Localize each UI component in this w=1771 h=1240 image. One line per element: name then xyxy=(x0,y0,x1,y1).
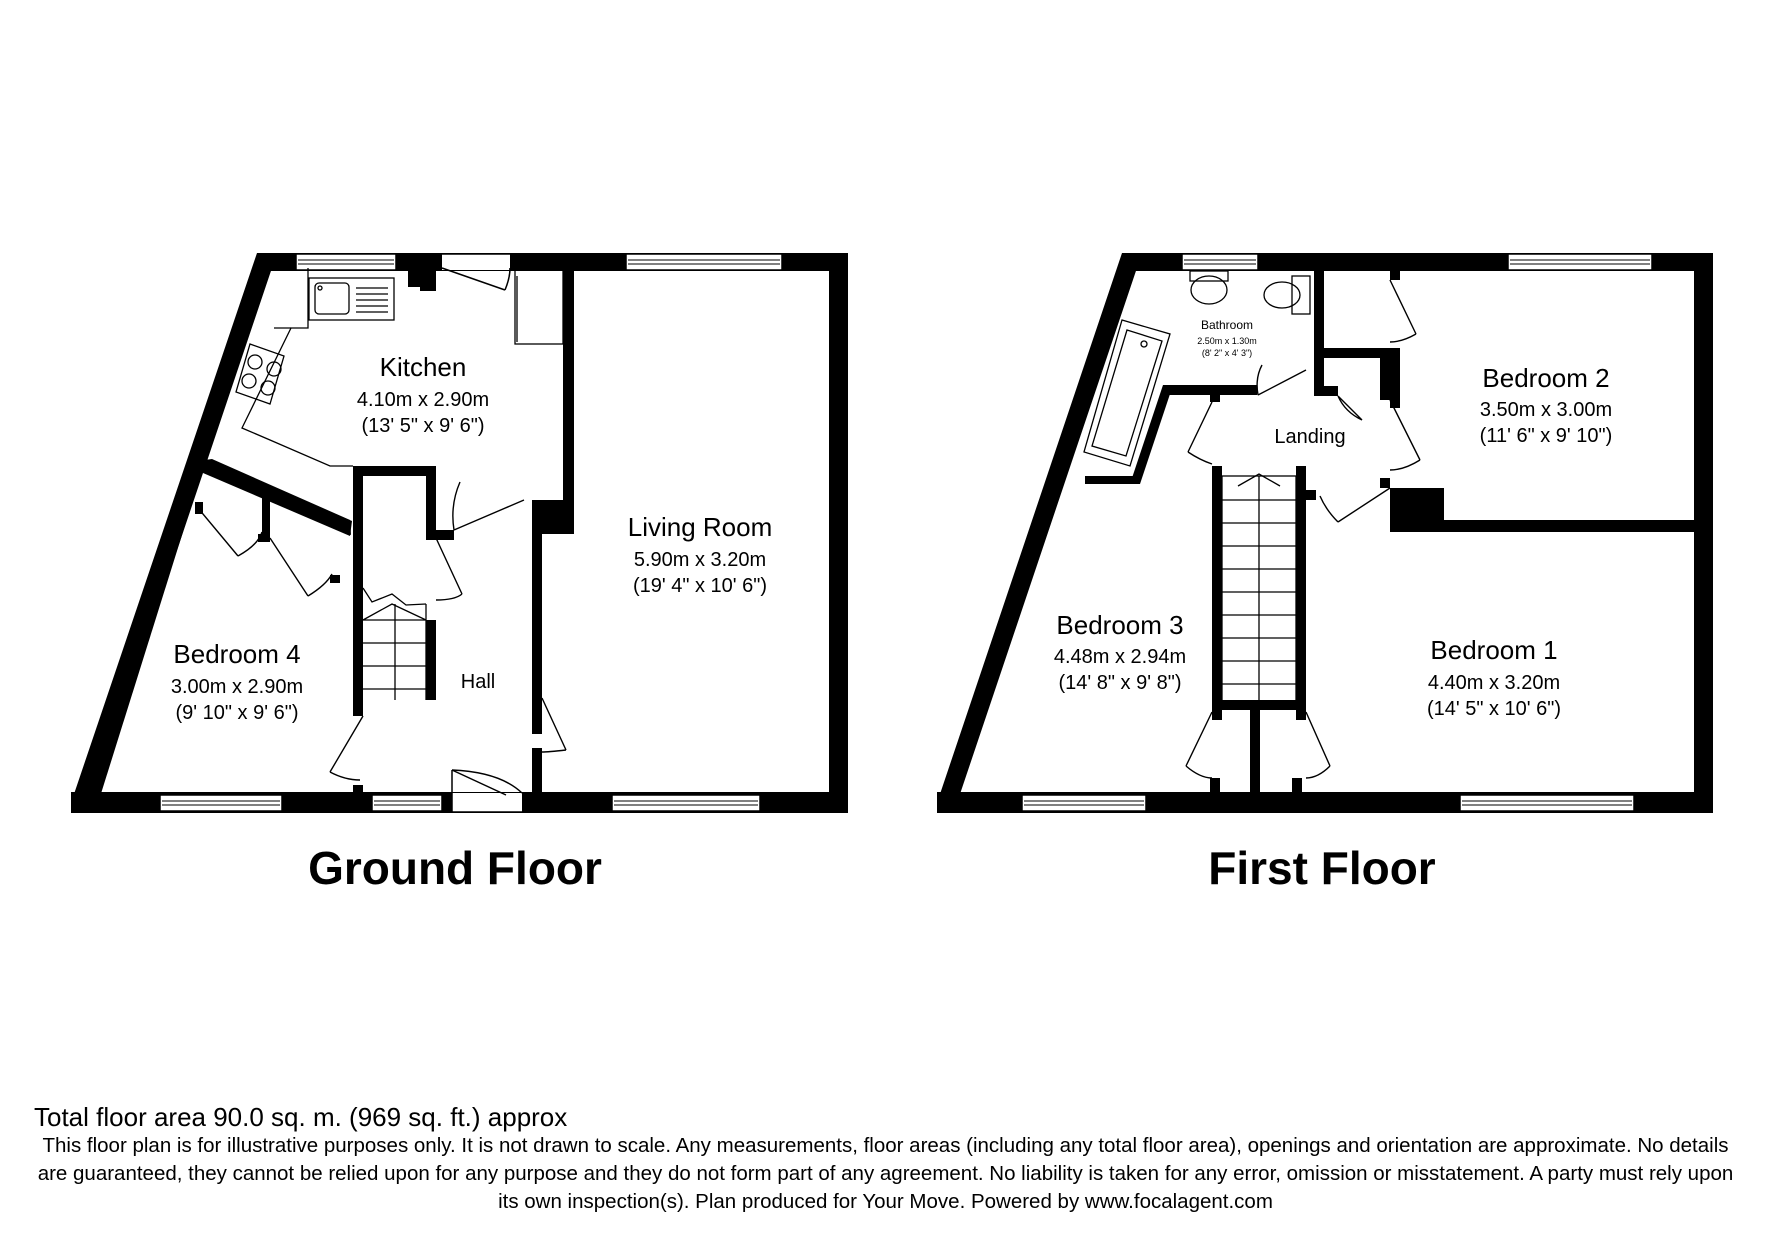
ground-right-wall xyxy=(829,253,848,813)
staircase xyxy=(1222,474,1296,702)
toilet-icon xyxy=(1264,276,1310,314)
bedroom2-label: Bedroom 2 xyxy=(1482,363,1610,393)
staircase xyxy=(363,588,426,700)
bedroom1-imperial: (14' 5" x 10' 6") xyxy=(1426,698,1562,720)
kitchen-metric: 4.10m x 2.90m xyxy=(356,389,490,411)
window xyxy=(1022,795,1146,811)
landing-label: Landing xyxy=(1274,426,1346,448)
door-swing xyxy=(198,482,566,780)
first-floor-title: First Floor xyxy=(1208,842,1436,894)
bedroom1-metric: 4.40m x 3.20m xyxy=(1427,672,1561,694)
disclaimer-text: This floor plan is for illustrative purposes only. It is not drawn to scale. Any measurements, floor areas (including any total floor area), openings and orientation are approximate. No details are guaranteed, they cannot be relied upon for any purpose and they do not form part of any agreement. No liability is taken for any error, omission or misstatement. A party must rely upon its own inspection(s). Plan produced for Your Move. Powered by www.focalagent.com xyxy=(37,1134,1734,1213)
first-floor-plan xyxy=(937,253,1713,813)
window xyxy=(296,254,396,270)
bedroom2-imperial: (11' 6" x 9' 10") xyxy=(1479,425,1613,447)
bathroom-metric: 2.50m x 1.30m xyxy=(1197,336,1257,346)
window xyxy=(1508,254,1652,270)
first-interior-walls xyxy=(1085,269,1713,792)
back-door-swing xyxy=(442,268,510,290)
total-floor-area: Total floor area 90.0 sq. m. (969 sq. ft.) approx xyxy=(34,1102,568,1132)
living-room-imperial: (19' 4" x 10' 6") xyxy=(632,575,768,597)
bedroom4-imperial: (9' 10" x 9' 6") xyxy=(175,702,299,724)
ground-floor-title: Ground Floor xyxy=(308,842,602,894)
kitchen-label: Kitchen xyxy=(379,352,467,382)
back-door-opening xyxy=(442,254,510,270)
kitchen-unit xyxy=(515,270,563,344)
sink-icon xyxy=(309,278,394,320)
bedroom1-label: Bedroom 1 xyxy=(1430,635,1558,665)
bedroom3-label: Bedroom 3 xyxy=(1056,610,1184,640)
window xyxy=(612,795,760,811)
basin-icon xyxy=(1190,271,1228,304)
bathroom-label: Bathroom xyxy=(1200,318,1254,332)
window xyxy=(626,254,782,270)
living-room-label: Living Room xyxy=(627,512,773,542)
window xyxy=(1182,254,1258,270)
kitchen-imperial: (13' 5" x 9' 6") xyxy=(361,415,485,437)
window xyxy=(160,795,282,811)
front-door-opening xyxy=(452,793,522,812)
bedroom2-metric: 3.50m x 3.00m xyxy=(1479,399,1613,421)
first-left-wall xyxy=(938,253,1142,800)
first-right-wall xyxy=(1694,253,1713,813)
window xyxy=(372,795,442,811)
hall-label: Hall xyxy=(460,671,496,693)
bedroom3-metric: 4.48m x 2.94m xyxy=(1053,646,1187,668)
bathroom-imperial: (8' 2" x 4' 3") xyxy=(1201,348,1253,358)
living-room-metric: 5.90m x 3.20m xyxy=(633,549,767,571)
bedroom3-imperial: (14' 8" x 9' 8") xyxy=(1058,672,1182,694)
bedroom4-label: Bedroom 4 xyxy=(173,639,301,669)
window xyxy=(1460,795,1634,811)
bedroom4-metric: 3.00m x 2.90m xyxy=(170,676,304,698)
